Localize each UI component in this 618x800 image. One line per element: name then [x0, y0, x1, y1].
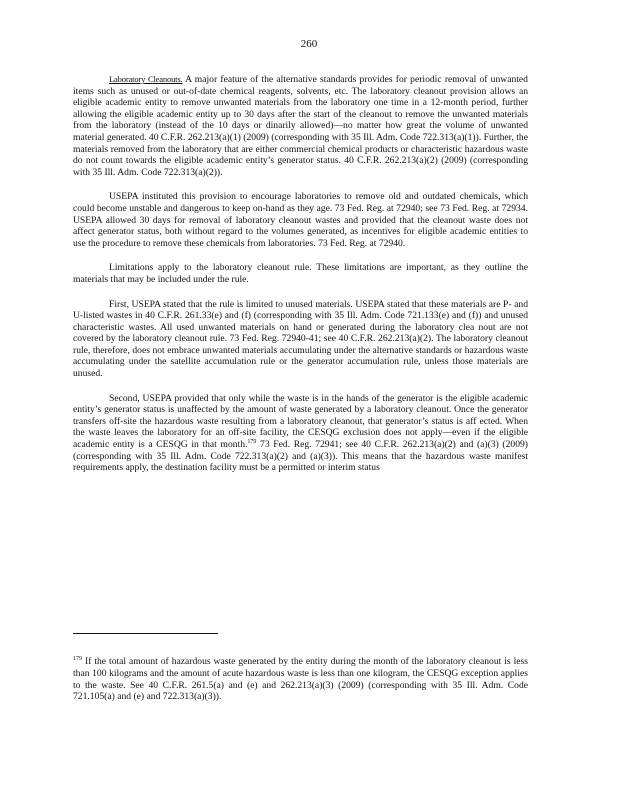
- footnote-divider: [73, 633, 218, 634]
- footnote-text: If the total amount of hazardous waste generated by the entity during the month of the laboratory cleanout is less than 100 kilograms and the amount of acute hazardous waste is less than one kilogram, the CESQG exception applies to the waste. See 40 C.F.R. 261.5(a) and (e) and 262.213(a)(3) (2009) (corresponding with 35 Ill. Adm. Code 721.105(a) and (e) and 722.313(a)(3)).: [73, 656, 528, 703]
- footnote: [73, 656, 528, 703]
- section-heading: Laboratory Cleanouts.: [109, 74, 183, 84]
- paragraph-first-limitation: First, USEPA stated that the rule is limited to unused materials. USEPA stated that these materials are P- and U-listed wastes in 40 C.F.R. 261.33(e) and (f) (corresponding with 35 Ill. Adm. Code 721.133(e) and (f)) and unused characteristic wastes. All used unwanted materials on hand or generated during the laboratory clea nout are not covered by the laboratory cleanout rule. 73 Fed. Reg. 72940-41; see 40 C.F.R. 262.213(a)(2). The laboratory cleanout rule, therefore, does not embrace unwanted materials accumulating under the alternative standards or hazardous waste accumulating under the satellite accumulation rule or the generator accumulation rule, unless those materials are unused.: [73, 298, 528, 380]
- paragraph-usepa-instituted: USEPA instituted this provision to encourage laboratories to remove old and outdated chemicals, which could become unstable and dangerous to keep on-hand as they age. 73 Fed. Reg. at 72940; see 73 Fed. Reg. at 72934. USEPA allowed 30 days for removal of laboratory cleanout wastes and provided that the cleanout waste does not affect generator status, both without regard to the volumes generated, as incentives for eligible academic entities to use the procedure to remove these chemicals from laboratories. 73 Fed. Reg. at 72940.: [73, 191, 528, 249]
- footnote-reference: 179: [247, 438, 257, 445]
- paragraph-laboratory-cleanouts: [73, 74, 528, 178]
- footnote-number: 179: [73, 655, 82, 662]
- paragraph-text: Second, USEPA provided that only while the waste is in the hands of the generator is the eligible academic entity’s generator status is unaffected by the amount of waste generated by a laboratory cleanout. Once the generator transfers off-site the hazardous waste resulting from a laboratory cleanout, that generator’s status is aff ected. When the waste leaves the laboratory for an off-site facility, the CESQG exclusion does not apply—even if the eligible academic entity is a CESQG in that month.: [73, 392, 528, 451]
- body-text: [73, 74, 528, 487]
- paragraph-text: 73 Fed. Reg. 72941; see 40 C.F.R. 262.213(a)(2) and (a)(3) (2009) (corresponding with 35 Ill. Adm. Code 722.313(a)(2) and (a)(3)). This means that the hazardous waste manifest requirements apply, the destination facility must be a permitted or interim status: [73, 439, 528, 474]
- paragraph-second-limitation: [73, 393, 528, 474]
- page-number: 260: [300, 38, 318, 50]
- paragraph-text: A major feature of the alternative standards provides for periodic removal of unwanted items such as unused or out-of-date chemical reagents, solvents, etc. The laboratory cleanout provision allows an eligible academic entity to remove unwanted materials from the laboratory one time in a 12-month period, further allowing the eligible academic entity up to 30 days after the start of the cleanout to remove the unwanted materials from the laboratory (instead of the 10 days or dinarily allowed)—no matter how great the volume of unwanted material generated. 40 C.F.R. 262.213(a)(1) (2009) (corresponding with 35 Ill. Adm. Code 722.313(a)(1)). Further, the materials removed from the laboratory that are either commercial chemical products or characteristic hazardous waste do not count towards the eligible academic entity’s generator status. 40 C.F.R. 262.213(a)(2) (2009) (corresponding with 35 Ill. Adm. Code 722.313(a)(2)).: [73, 74, 528, 178]
- paragraph-limitations: Limitations apply to the laboratory cleanout rule. These limitations are important, as they outline the materials that may be included under the rule.: [73, 262, 528, 285]
